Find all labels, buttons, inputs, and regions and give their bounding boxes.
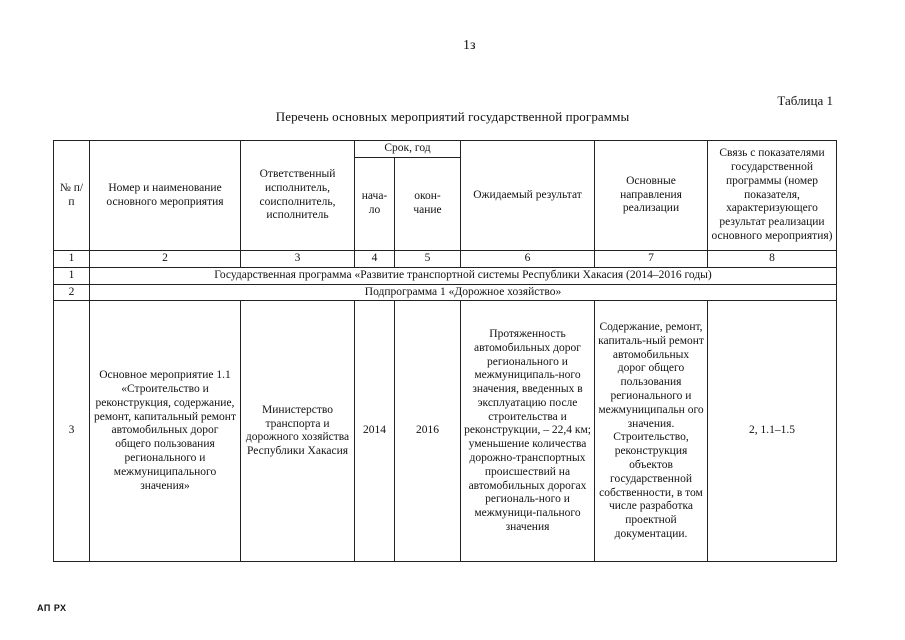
row-end-year: 2016 — [395, 301, 461, 562]
header-start: нача- ло — [355, 158, 395, 251]
program-row-title: Государственная программа «Развитие транспортной системы Республики Хакасия (2014–2016 годы) — [90, 267, 837, 284]
row-executor: Министерство транспорта и дорожного хозяйства Республики Хакасия — [241, 301, 355, 562]
measures-table — [53, 140, 837, 562]
column-number: 8 — [708, 251, 837, 268]
subprogram-row-num: 2 — [54, 284, 90, 301]
column-number: 4 — [355, 251, 395, 268]
footer-code: АП РХ — [37, 603, 67, 613]
table-label: Таблица 1 — [777, 93, 833, 108]
table-row — [54, 301, 837, 562]
column-number: 2 — [90, 251, 241, 268]
header-term: Срок, год — [355, 141, 461, 158]
column-number: 1 — [54, 251, 90, 268]
header-name: Номер и наименование основного мероприятия — [90, 141, 241, 251]
subprogram-row-title: Подпрограмма 1 «Дорожное хозяйство» — [90, 284, 837, 301]
column-number: 5 — [395, 251, 461, 268]
header-directions: Основные направления реализации — [595, 141, 708, 251]
header-result: Ожидаемый результат — [461, 141, 595, 251]
header-executor: Ответственный исполнитель, соисполнитель, исполнитель — [241, 141, 355, 251]
column-number: 7 — [595, 251, 708, 268]
column-number: 6 — [461, 251, 595, 268]
header-link: Связь с показателями государственной программы (номер показателя, характеризующего результат реализации основного мероприятия) — [708, 141, 837, 251]
header-end: окон- чание — [395, 158, 461, 251]
row-expected-result: Протяженность автомобильных дорог регионального и межмуниципаль-ного значения, введенных в эксплуатацию после строительства и реконструкции, – 22,4 км; уменьшение количества дорожно-транспортных происшествий на автомобильных дорогах региональ-ного и межмуници-пального значения — [461, 301, 595, 562]
column-number: 3 — [241, 251, 355, 268]
row-measure-name: Основное мероприятие 1.1 «Строительство и реконструкция, содержание, ремонт, капитальный ремонт автомобильных дорог общего пользования регионального и межмуниципального значения» — [90, 301, 241, 562]
row-num: 3 — [54, 301, 90, 562]
document-title: Перечень основных мероприятий государственной программы — [275, 109, 630, 124]
header-num: № п/п — [54, 141, 90, 251]
row-directions: Содержание, ремонт, капиталь-ный ремонт автомобильных дорог общего пользования регионального и межмуниципальн ого значения. Строительство, реконструкция объектов государственной собственности, в том числе разработка проектной документации. — [595, 301, 708, 562]
row-indicator-link: 2, 1.1–1.5 — [708, 301, 837, 562]
program-row-num: 1 — [54, 267, 90, 284]
row-start-year: 2014 — [355, 301, 395, 562]
page-number: 1з — [463, 38, 476, 53]
